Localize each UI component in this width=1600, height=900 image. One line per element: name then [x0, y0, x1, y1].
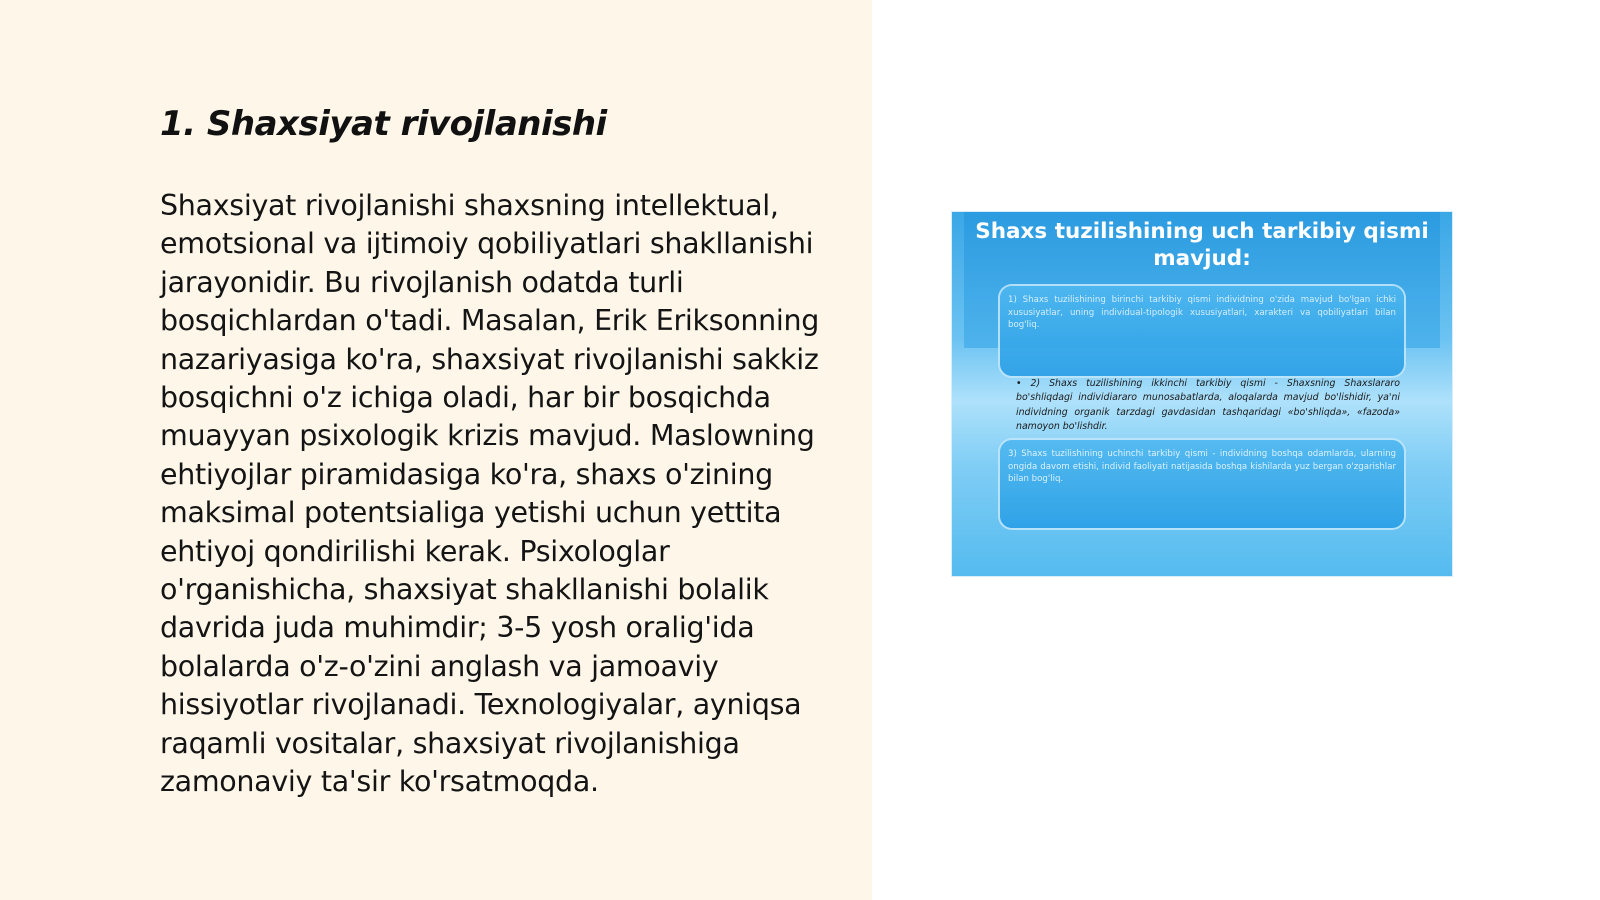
- slide-heading: 1. Shaxsiyat rivojlanishi: [160, 104, 607, 144]
- slide-paragraph: Shaxsiyat rivojlanishi shaxsning intellektual, emotsional va ijtimoiy qobiliyatlari shakllanishi jarayonidir. Bu rivojlanish odatda turli bosqichlardan o'tadi. Masalan, Erik Eriksonning nazariyasiga ko'ra, shaxsiyat rivojlanishi sakkiz bosqichni o'z ichiga oladi, har bir bosqichda muayyan psixologik krizis mavjud. Maslowning ehtiyojlar piramidasiga ko'ra, shaxs o'zining maksimal potentsialiga yetishi uchun yettita ehtiyoj qondirilishi kerak. Psixologlar o'rganishicha, shaxsiyat shakllanishi bolalik davrida juda muhimdir; 3-5 yosh oralig'ida bolalarda o'z-o'zini anglash va jamoaviy hissiyotlar rivojlanadi. Texnologiyalar, ayniqsa raqamli vositalar, shaxsiyat rivojlanishiga zamonaviy ta'sir ko'rsatmoqda.: [160, 189, 820, 799]
- image-middle-text: • 2) Shaxs tuzilishining ikkinchi tarkibiy qismi - Shaxsning Shaxslararo bo'shliqdagi individiararo munosabatlarda, aloqalarda mavjud bo'lishidir, ya'ni individning organik tarzdagi gavdasidan tashqaridagi «bo'shliqda», «fazoda» namoyon bo'lishdir.: [1016, 378, 1400, 433]
- structure-image: [952, 212, 1452, 576]
- image-box-first: 1) Shaxs tuzilishining birinchi tarkibiy qismi individning o'zida mavjud bo'lgan ichki xususiyatlar, uning individual-tipologik xususiyatlari, xarakteri va qobiliyatlari bilan bog'liq.: [1000, 286, 1404, 376]
- image-title: Shaxs tuzilishining uch tarkibiy qismi mavjud:: [975, 219, 1429, 271]
- image-box-third: 3) Shaxs tuzilishining uchinchi tarkibiy qismi - individning boshqa odamlarda, ularning ongida davom etishi, individ faoliyati natijasida boshqa kishilarda yuz bergan o'zgarishlar bilan bog'liq.: [1000, 440, 1404, 528]
